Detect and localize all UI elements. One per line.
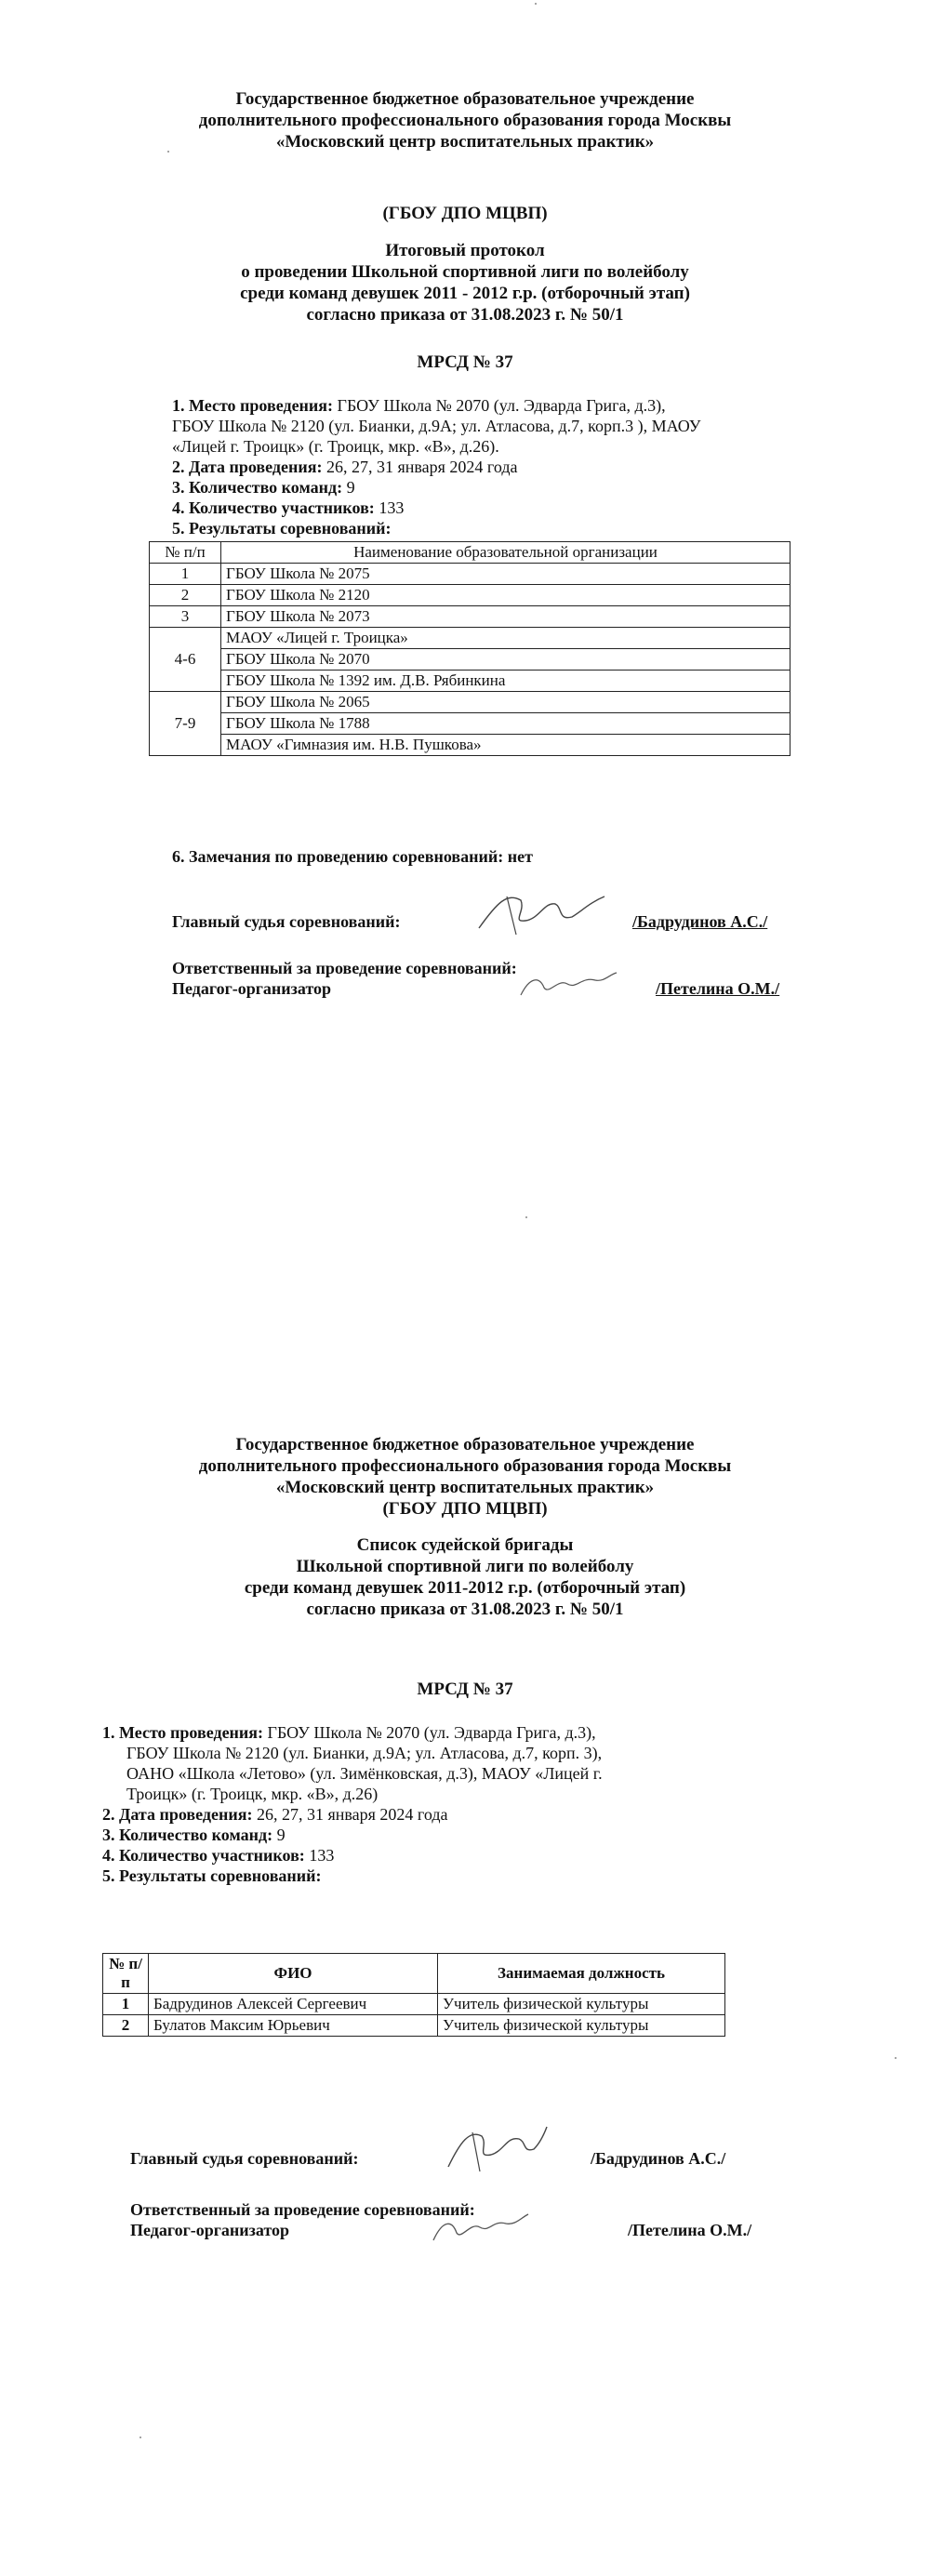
- date-label: 2. Дата проведения:: [172, 458, 323, 476]
- table-row: [103, 2015, 725, 2037]
- org-cell: ГБОУ Школа № 1788: [221, 713, 790, 735]
- info-list: [172, 395, 823, 538]
- scan-speck: [895, 2057, 897, 2059]
- date-value: 26, 27, 31 января 2024 года: [322, 458, 518, 476]
- position-cell: Учитель физической культуры: [438, 1994, 725, 2015]
- org-cell: МАОУ «Гимназия им. Н.В. Пушкова»: [221, 735, 790, 756]
- scan-speck: [535, 3, 537, 5]
- scan-speck: [140, 2437, 141, 2438]
- org-header: [0, 1434, 930, 1520]
- table-row: [150, 628, 790, 649]
- venue-line: «Лицей г. Троицк» (г. Троицк, мкр. «В», д.26).: [172, 437, 499, 456]
- org-short: (ГБОУ ДПО МЦВП): [382, 1499, 548, 1519]
- table-row: [150, 735, 790, 756]
- org-cell: ГБОУ Школа № 2065: [221, 692, 790, 713]
- teams-label: 3. Количество команд:: [102, 1826, 273, 1844]
- org-header: [0, 88, 930, 153]
- title-line: Итоговый протокол: [385, 241, 545, 260]
- results-table: [149, 541, 790, 756]
- table-row: [150, 649, 790, 671]
- mrsd-number: МРСД № 37: [417, 1680, 513, 1699]
- place-cell: 7-9: [150, 692, 221, 756]
- signature: [437, 2116, 549, 2176]
- table-row: [103, 1994, 725, 2015]
- responsible-label: Ответственный за проведение соревнований:: [172, 959, 517, 977]
- org-line: «Московский центр воспитательных практик»: [275, 1478, 655, 1497]
- venue-label: 1. Место проведения:: [172, 396, 334, 415]
- org-cell: ГБОУ Школа № 2120: [221, 585, 790, 606]
- scan-speck: [167, 151, 169, 153]
- title-line: среди команд девушек 2011 - 2012 г.р. (отборочный этап): [240, 284, 690, 303]
- chief-judge-label: Главный судья соревнований:: [130, 2149, 359, 2168]
- participants-label: 4. Количество участников:: [172, 498, 375, 517]
- remarks: 6. Замечания по проведению соревнований: нет: [172, 847, 533, 866]
- table-row: [150, 606, 790, 628]
- venue-line: ОАНО «Школа «Летово» (ул. Зимёнковская, д.3), МАОУ «Лицей г.: [126, 1764, 603, 1783]
- venue-value: ГБОУ Школа № 2070 (ул. Эдварда Грига, д.3),: [333, 396, 666, 415]
- org-cell: ГБОУ Школа № 2075: [221, 564, 790, 585]
- org-cell: ГБОУ Школа № 2070: [221, 649, 790, 671]
- name-cell: Бадрудинов Алексей Сергеевич: [149, 1994, 438, 2015]
- referee-list-document: [0, 1376, 930, 2576]
- doc-title: [0, 240, 930, 325]
- org-short: (ГБОУ ДПО МЦВП): [382, 204, 548, 223]
- teams-value: 9: [342, 478, 355, 497]
- org-line: «Московский центр воспитательных практик»: [275, 132, 655, 152]
- chief-judge-name: /Бадрудинов А.С./: [591, 2149, 726, 2168]
- chief-judge-label: Главный судья соревнований:: [172, 912, 401, 931]
- table-header-row: [103, 1954, 725, 1994]
- title-line: среди команд девушек 2011-2012 г.р. (отборочный этап): [244, 1578, 686, 1598]
- signature: [470, 883, 609, 939]
- scan-speck: [525, 1216, 527, 1218]
- participants-value: 133: [304, 1846, 335, 1865]
- title-line: Список судейской бригады: [356, 1535, 574, 1555]
- table-row: [150, 671, 790, 692]
- title-line: Школьной спортивной лиги по волейболу: [296, 1557, 634, 1576]
- participants-value: 133: [374, 498, 405, 517]
- date-label: 2. Дата проведения:: [102, 1805, 253, 1824]
- table-row: [150, 585, 790, 606]
- protocol-document: [0, 0, 930, 1209]
- organizer-name: /Петелина О.М./: [628, 2221, 752, 2239]
- venue-line: ГБОУ Школа № 2120 (ул. Бианки, д.9А; ул. Атласова, д.7, корп. 3),: [126, 1744, 603, 1762]
- venue-label: 1. Место проведения:: [102, 1723, 264, 1742]
- col-header-number: № п/п: [150, 542, 221, 564]
- signature: [516, 967, 618, 1004]
- venue-line: Троицк» (г. Троицк, мкр. «В», д.26): [126, 1785, 379, 1803]
- venue-line: ГБОУ Школа № 2120 (ул. Бианки, д.9А; ул. Атласова, д.7, корп.3 ), МАОУ: [172, 417, 701, 435]
- table-row: [150, 713, 790, 735]
- table-row: [150, 692, 790, 713]
- organizer-label: Педагог-организатор: [172, 979, 332, 998]
- place-cell: 4-6: [150, 628, 221, 692]
- mrsd-number: МРСД № 37: [417, 352, 513, 372]
- responsible-label: Ответственный за проведение соревнований:: [130, 2200, 475, 2219]
- venue-value: ГБОУ Школа № 2070 (ул. Эдварда Грига, д.3),: [263, 1723, 596, 1742]
- title-line: согласно приказа от 31.08.2023 г. № 50/1: [306, 1600, 624, 1619]
- org-cell: МАОУ «Лицей г. Троицка»: [221, 628, 790, 649]
- number-cell: 1: [103, 1994, 149, 2015]
- participants-label: 4. Количество участников:: [102, 1846, 305, 1865]
- col-header-org: Наименование образовательной организации: [221, 542, 790, 564]
- org-cell: ГБОУ Школа № 1392 им. Д.В. Рябинкина: [221, 671, 790, 692]
- number-cell: 2: [103, 2015, 149, 2037]
- title-line: о проведении Школьной спортивной лиги по волейболу: [241, 262, 689, 282]
- position-cell: Учитель физической культуры: [438, 2015, 725, 2037]
- name-cell: Булатов Максим Юрьевич: [149, 2015, 438, 2037]
- results-label: 5. Результаты соревнований:: [102, 1866, 322, 1885]
- col-header-number: № п/п: [103, 1954, 149, 1994]
- org-line: дополнительного профессионального образования города Москвы: [198, 1456, 732, 1476]
- place-cell: 3: [150, 606, 221, 628]
- teams-value: 9: [272, 1826, 286, 1844]
- referee-table: [102, 1953, 725, 2037]
- col-header-name: ФИО: [149, 1954, 438, 1994]
- organizer-name: /Петелина О.М./: [656, 979, 780, 998]
- title-line: согласно приказа от 31.08.2023 г. № 50/1: [306, 305, 624, 325]
- org-line: Государственное бюджетное образовательное учреждение: [235, 1435, 695, 1454]
- results-label: 5. Результаты соревнований:: [172, 519, 392, 538]
- organizer-label: Педагог-организатор: [130, 2221, 290, 2239]
- place-cell: 1: [150, 564, 221, 585]
- date-value: 26, 27, 31 января 2024 года: [252, 1805, 448, 1824]
- chief-judge-name: /Бадрудинов А.С./: [632, 912, 768, 931]
- org-line: Государственное бюджетное образовательное учреждение: [235, 89, 695, 109]
- info-list: [102, 1722, 790, 1886]
- org-line: дополнительного профессионального образования города Москвы: [198, 111, 732, 130]
- org-cell: ГБОУ Школа № 2073: [221, 606, 790, 628]
- col-header-position: Занимаемая должность: [438, 1954, 725, 1994]
- signature: [428, 2209, 530, 2251]
- table-header-row: [150, 542, 790, 564]
- place-cell: 2: [150, 585, 221, 606]
- teams-label: 3. Количество команд:: [172, 478, 343, 497]
- table-row: [150, 564, 790, 585]
- doc-title: [0, 1534, 930, 1620]
